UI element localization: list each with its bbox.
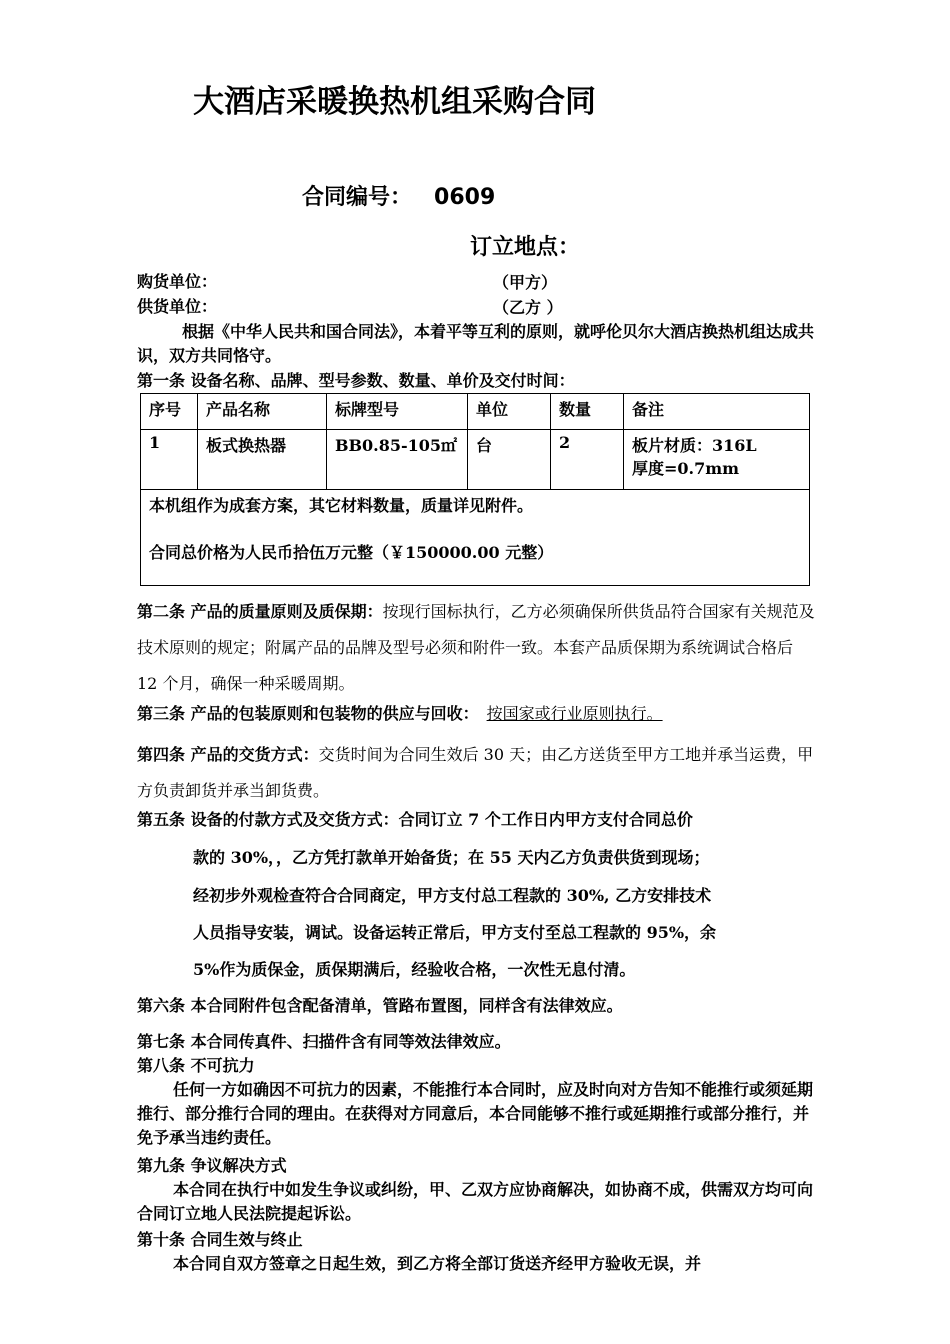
article-8-heading: 第八条 不可抗力 (137, 1056, 255, 1075)
document-title: 大酒店采暖换热机组采购合同 (193, 84, 596, 120)
article-10-body: 本合同自双方签章之日起生效，到乙方将全部订货送齐经甲方验收无误，并 (173, 1254, 702, 1273)
cell-product: 板式换热器 (198, 430, 327, 490)
header-cell: 备注 (624, 394, 810, 430)
buyer-label: 购货单位： (137, 272, 218, 291)
article-3-body: 按国家或行业原则执行。 (486, 704, 663, 723)
remark-material: 板片材质：316L (632, 436, 757, 455)
article-3 (137, 702, 817, 726)
cell-quantity: 2 (551, 430, 624, 490)
article-10-heading: 第十条 合同生效与终止 (137, 1230, 303, 1249)
header-cell: 序号 (141, 394, 198, 430)
supplier-role: （乙方 ） (493, 298, 563, 317)
article-5-heading: 第五条 设备的付款方式及交货方式：合同订立 7 个工作日内甲方支付合同总价 (137, 810, 693, 829)
article-9-body: 本合同在执行中如发生争议或纠纷，甲、乙双方应协商解决，如协商不成，供需双方均可向合同订立地人民法院提起诉讼。 (137, 1180, 814, 1223)
article-9-heading: 第九条 争议解决方式 (137, 1156, 287, 1175)
article-2-heading: 第二条 产品的质量原则及质保期： (137, 602, 383, 621)
article-1-heading: 第一条 设备名称、品牌、型号参数、数量、单价及交付时间： (137, 371, 575, 390)
article-6: 第六条 本合同附件包含配备清单，管路布置图，同样含有法律效应。 (137, 996, 623, 1015)
header-cell: 数量 (551, 394, 624, 430)
signing-place: 订立地点： (470, 235, 581, 260)
article-4-body: 交货时间为合同生效后 30 天；由乙方送货至甲方工地并承当运费，甲方负责卸货并承当卸货费。 (137, 745, 814, 800)
cell-unit: 台 (468, 430, 551, 490)
article-5-line: 人员指导安装，调试。设备运转正常后，甲方支付至总工程款的 95%，余 (193, 923, 717, 942)
cell-model: BB0.85-105㎡ (327, 430, 468, 490)
note-total-price: 合同总价格为人民币拾伍万元整（￥150000.00 元整） (149, 543, 554, 562)
article-5-line: 5%作为质保金，质保期满后，经验收合格，一次性无息付清。 (193, 960, 636, 979)
cell-remarks (624, 430, 810, 490)
note-package: 本机组作为成套方案，其它材料数量，质量详见附件。 (149, 496, 534, 515)
article-7: 第七条 本合同传真件、扫描件含有同等效法律效应。 (137, 1032, 511, 1051)
article-2 (137, 594, 817, 702)
article-5-line: 款的 30%，，乙方凭打款单开始备货；在 55 天内乙方负责供货到现场； (193, 848, 710, 867)
article-3-heading: 第三条 产品的包装原则和包装物的供应与回收： (137, 704, 479, 723)
table-header-row (141, 394, 810, 430)
table-note-row (141, 490, 810, 586)
article-4-heading: 第四条 产品的交货方式： (137, 745, 319, 764)
table-row (141, 430, 810, 490)
supplier-label: 供货单位： (137, 297, 218, 316)
article-5-line: 经初步外观检查符合合同商定，甲方支付总工程款的 30%, 乙方安排技术 (193, 886, 712, 905)
buyer-role: （甲方） (493, 273, 558, 292)
header-cell: 单位 (468, 394, 551, 430)
article-4 (137, 737, 817, 809)
header-cell: 产品名称 (198, 394, 327, 430)
article-8-body: 任何一方如确因不可抗力的因素，不能推行本合同时，应及时向对方告知不能推行或须延期推行、部分推行合同的理由。在获得对方同意后，本合同能够不推行或延期推行或部分推行，并免予承当违约责任。 (137, 1080, 814, 1147)
remark-thickness: 厚度=0.7mm (632, 459, 740, 478)
cell-index: 1 (141, 430, 198, 490)
equipment-table (140, 393, 810, 586)
contract-number-label: 合同编号： (302, 185, 413, 210)
intro-paragraph: 根据《中华人民共和国合同法》，本着平等互利的原则，就呼伦贝尔大酒店换热机组达成共识，双方共同恪守。 (137, 322, 815, 365)
contract-number-value: 0609 (434, 185, 496, 210)
article-2-body: 按现行国标执行，乙方必须确保所供货品符合国家有关规范及技术原则的规定；附属产品的品牌及型号必须和附件一致。本套产品质保期为系统调试合格后 12 个月，确保一种采暖周期。 (137, 602, 815, 693)
note-cell (141, 490, 810, 586)
contract-number (302, 180, 495, 211)
header-cell: 标牌型号 (327, 394, 468, 430)
